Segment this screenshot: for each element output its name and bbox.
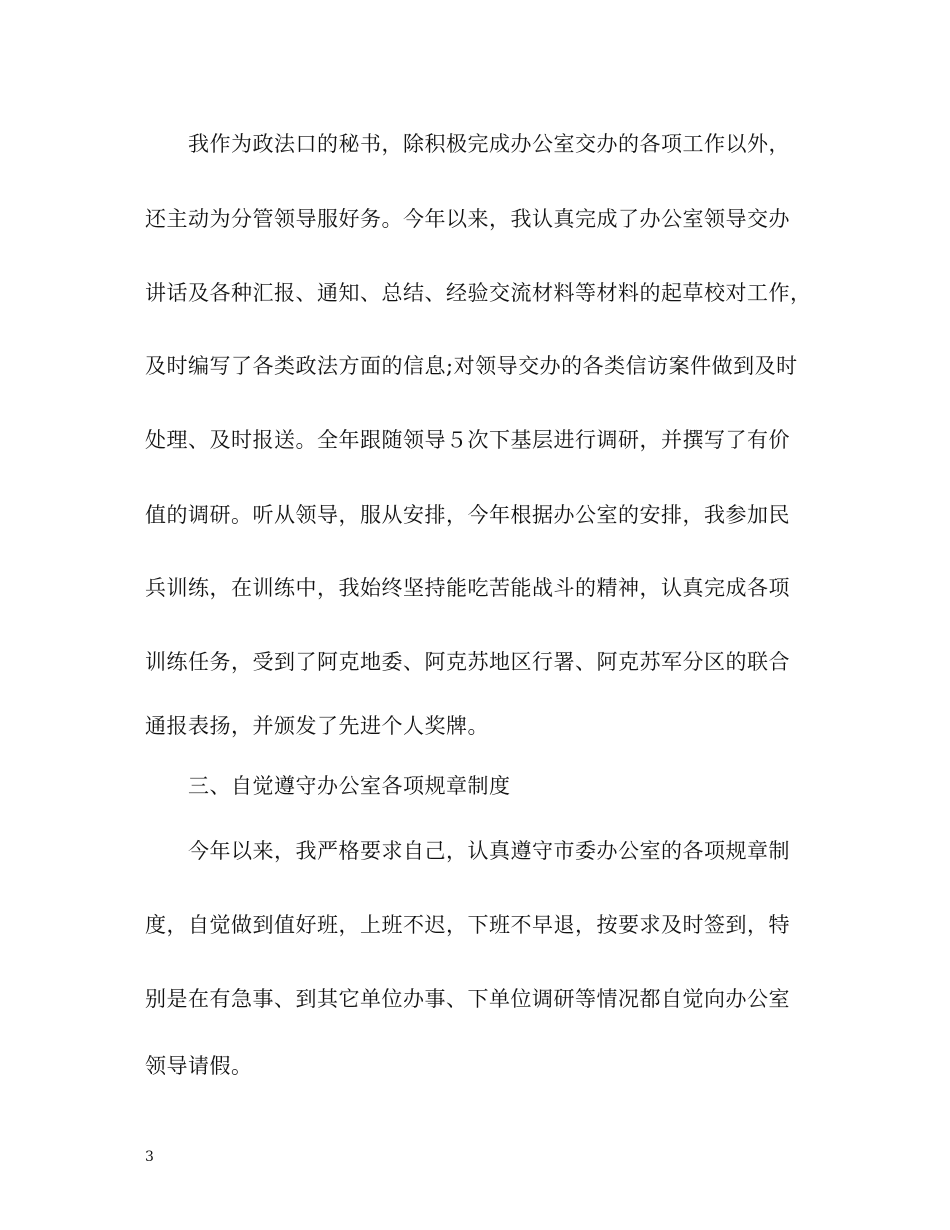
paragraph-line: 领导请假。 — [145, 1054, 253, 1078]
paragraph-line: 还主动为分管领导服好务。今年以来，我认真完成了办公室领导交办 — [145, 207, 790, 231]
paragraph-line: 讲话及各种汇报、通知、总结、经验交流材料等材料的起草校对工作， — [145, 281, 812, 305]
paragraph-line: 及时编写了各类政法方面的信息;对领导交办的各类信访案件做到及时 — [145, 354, 798, 378]
section-heading: 三、自觉遵守办公室各项规章制度 — [188, 774, 511, 798]
paragraph-line: 今年以来，我严格要求自己，认真遵守市委办公室的各项规章制 — [188, 839, 790, 863]
paragraph-line: 度，自觉做到值好班，上班不迟，下班不早退，按要求及时签到，特 — [145, 913, 790, 937]
paragraph-line: 值的调研。听从领导，服从安排，今年根据办公室的安排，我参加民 — [145, 503, 790, 527]
paragraph-line: 我作为政法口的秘书，除积极完成办公室交办的各项工作以外， — [188, 132, 790, 156]
paragraph-line: 兵训练，在训练中，我始终坚持能吃苦能战斗的精神，认真完成各项 — [145, 576, 790, 600]
page-number: 3 — [145, 1149, 154, 1165]
paragraph-line: 通报表扬，并颁发了先进个人奖牌。 — [145, 714, 489, 738]
paragraph-line: 别是在有急事、到其它单位办事、下单位调研等情况都自觉向办公室 — [145, 987, 790, 1011]
paragraph-line: 处理、及时报送。全年跟随领导５次下基层进行调研，并撰写了有价 — [145, 428, 790, 452]
paragraph-line: 训练任务，受到了阿克地委、阿克苏地区行署、阿克苏军分区的联合 — [145, 650, 790, 674]
